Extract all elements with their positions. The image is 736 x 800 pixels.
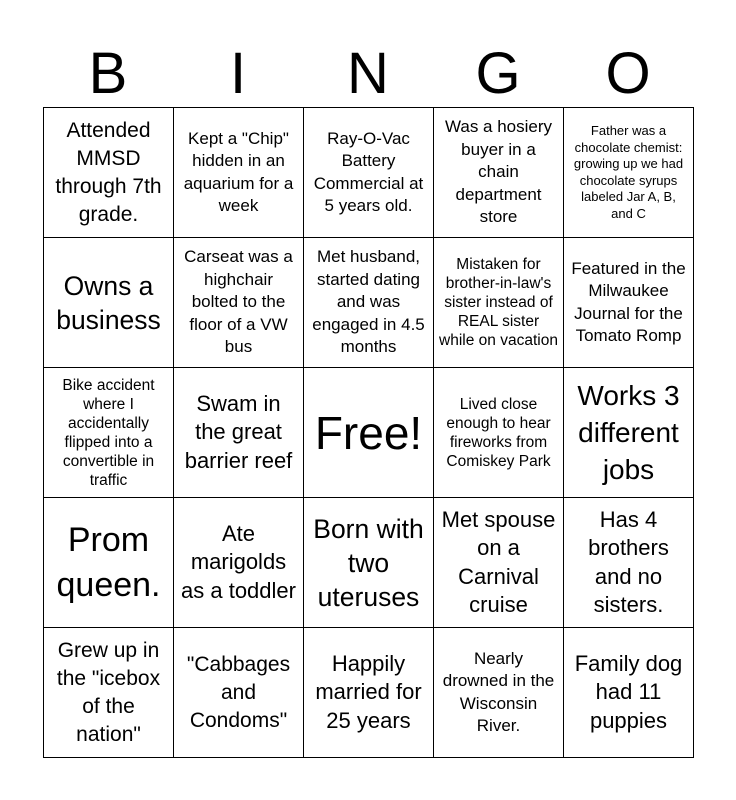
cell-text: Family dog had 11 puppies [574,650,683,733]
cell-text: Met spouse on a Carnival cruise [441,506,556,617]
cell-text: Attended MMSD through 7th grade. [55,118,162,226]
cell-text: Free! [314,406,423,459]
header-letter-i: I [229,41,247,106]
cell-text: "Cabbages and Condoms" [186,652,291,732]
cell-text: Mistaken for brother-in-law's sister instead of REAL sister while on vacation [439,256,558,349]
bingo-cell[interactable] [434,628,564,758]
free-space[interactable] [304,368,434,498]
cell-text: Born with two uteruses [313,513,424,612]
cell-text: Works 3 different jobs [577,380,680,485]
bingo-cell[interactable] [564,368,694,498]
bingo-cell[interactable] [44,498,174,628]
cell-text: Grew up in the "icebox of the nation" [56,638,161,746]
cell-text: Ray-O-Vac Battery Commercial at 5 years old. [313,128,424,215]
bingo-cell[interactable] [564,238,694,368]
cell-text: Prom queen. [56,520,161,604]
cell-text: Nearly drowned in the Wisconsin River. [442,648,555,735]
bingo-cell[interactable] [304,628,434,758]
bingo-cell[interactable] [44,108,174,238]
header-letter-g: G [475,41,521,106]
bingo-cell[interactable] [564,498,694,628]
cell-text: Happily married for 25 years [315,650,422,733]
bingo-cell[interactable] [434,238,564,368]
cell-text: Met husband, started dating and was engaged in 4.5 months [312,247,425,357]
cell-text: Owns a business [56,270,161,335]
header-letter-b: B [88,41,128,106]
bingo-cell[interactable] [564,108,694,238]
cell-text: Swam in the great barrier reef [184,390,293,473]
bingo-cell[interactable] [174,108,304,238]
bingo-cell[interactable] [564,628,694,758]
bingo-cell[interactable] [304,108,434,238]
bingo-cell[interactable] [434,108,564,238]
bingo-cell[interactable] [434,368,564,498]
cell-text: Father was a chocolate chemist: growing up we had chocolate syrups labeled Jar A, B, and C [573,123,684,221]
bingo-cell[interactable] [304,238,434,368]
header-letter-o: O [605,41,651,106]
bingo-grid [43,107,694,758]
bingo-cell[interactable] [304,498,434,628]
cell-text: Bike accident where I accidentally flipped into a convertible in traffic [62,376,155,489]
bingo-cell[interactable] [44,238,174,368]
header-letter-n: N [347,41,389,106]
bingo-cell[interactable] [174,628,304,758]
cell-text: Carseat was a highchair bolted to the floor of a VW bus [184,247,293,357]
cell-text: Was a hosiery buyer in a chain department store [444,117,553,227]
bingo-cell[interactable] [174,368,304,498]
bingo-cell[interactable] [174,498,304,628]
bingo-cell[interactable] [44,368,174,498]
cell-text: Featured in the Milwaukee Journal for the Tomato Romp [571,258,686,345]
cell-text: Ate marigolds as a toddler [181,520,296,603]
cell-text: Lived close enough to hear fireworks from Comiskey Park [446,395,551,470]
cell-text: Has 4 brothers and no sisters. [588,506,669,617]
cell-text: Kept a "Chip" hidden in an aquarium for a week [183,128,294,215]
bingo-cell[interactable] [434,498,564,628]
bingo-cell[interactable] [44,628,174,758]
bingo-header [43,40,693,108]
bingo-cell[interactable] [174,238,304,368]
